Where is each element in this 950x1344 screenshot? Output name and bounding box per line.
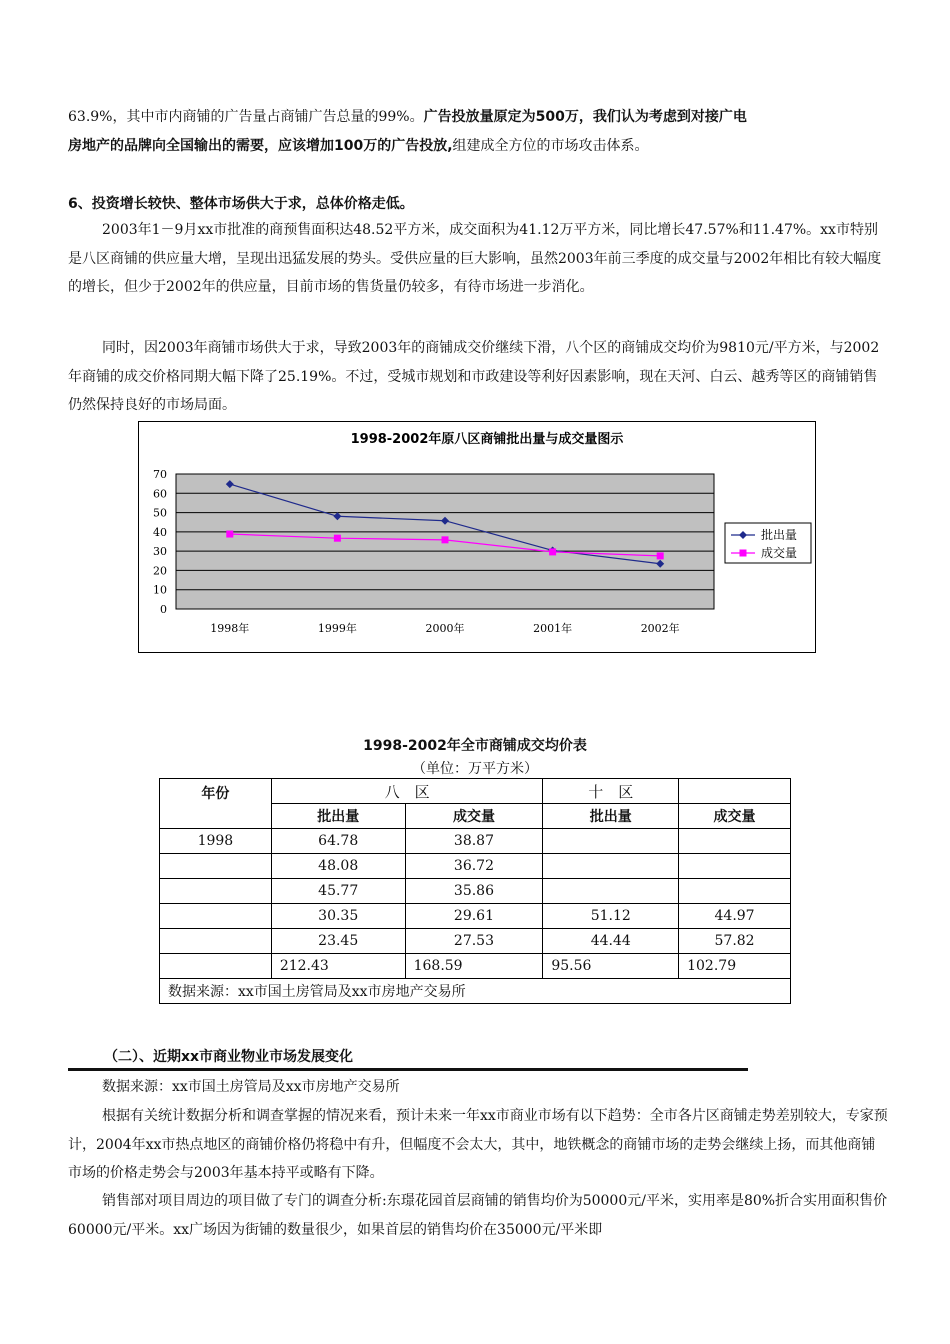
intro-line1-bold: 广告投放量原定为500万，我们认为考虑到对接广电	[423, 109, 747, 125]
group-header-empty	[679, 779, 791, 804]
legend-label: 批出量	[761, 528, 798, 542]
table-cell: 45.77	[271, 879, 405, 904]
year-header: 年份	[160, 779, 272, 829]
x-tick-label: 2001年	[533, 622, 573, 635]
table-cell: 51.12	[543, 904, 679, 929]
table-cell: 27.53	[405, 929, 543, 954]
table-cell	[543, 829, 679, 854]
table-row	[160, 854, 791, 879]
data-point	[442, 536, 449, 543]
table-cell: 64.78	[271, 829, 405, 854]
sub-header: 成交量	[679, 804, 791, 829]
table-row	[160, 929, 791, 954]
table-cell: 36.72	[405, 854, 543, 879]
table-cell	[160, 879, 272, 904]
table-cell	[160, 904, 272, 929]
table-row	[160, 879, 791, 904]
table-row	[160, 829, 791, 854]
section2-para1: 根据有关统计数据分析和调查掌握的情况来看，预计未来一年xx市商业市场有以下趋势：全市各片区商铺走势差别较大，专家预计，2004年xx市热点地区的商铺价格仍将稳中有升，但幅度不会太大，其中，地铁概念的商铺市场的走势会继续上扬，而其他商铺市场的价格走势会与2003年基本持平或略有下降。	[68, 1108, 888, 1181]
intro-line2-bold: 房地产的品牌向全国输出的需要，应该增加100万的广告投放,	[68, 137, 453, 154]
table-cell: 212.43	[271, 954, 405, 979]
table-cell: 57.82	[679, 929, 791, 954]
table-cell	[543, 854, 679, 879]
section6-heading: 6、投资增长较快、整体市场供大于求，总体价格走低。	[68, 196, 414, 212]
table-cell	[160, 929, 272, 954]
table-cell	[679, 879, 791, 904]
y-tick-label: 60	[153, 487, 167, 501]
y-tick-label: 50	[153, 506, 167, 520]
group-header-eight: 八 区	[271, 779, 543, 804]
table-cell	[160, 854, 272, 879]
y-tick-label: 0	[160, 603, 167, 616]
data-point	[226, 531, 233, 538]
table-source: 数据来源：xx市国土房管局及xx市房地产交易所	[160, 979, 791, 1004]
data-point	[657, 552, 664, 559]
table-cell: 44.44	[543, 929, 679, 954]
table-cell	[543, 879, 679, 904]
x-tick-label: 2000年	[425, 622, 465, 635]
table-cell: 44.97	[679, 904, 791, 929]
table-cell: 48.08	[271, 854, 405, 879]
table-cell: 30.35	[271, 904, 405, 929]
section2-para2: 销售部对项目周边的项目做了专门的调查分析:东璟花园首层商铺的销售均价为50000元/平米，实用率是80%折合实用面积售价60000元/平米。xx广场因为街铺的数量很少，如果首层的销售均价在35000元/平米即	[68, 1193, 888, 1238]
legend-label: 成交量	[761, 546, 798, 560]
table-cell	[160, 954, 272, 979]
y-tick-label: 30	[153, 545, 167, 559]
x-tick-label: 2002年	[640, 622, 680, 635]
table-cell: 1998	[160, 829, 272, 854]
table-cell: 95.56	[543, 954, 679, 979]
section2-heading: （二）、近期xx市商业物业市场发展变化	[104, 1049, 354, 1065]
data-point	[334, 535, 341, 542]
table-cell	[679, 854, 791, 879]
table-cell	[679, 829, 791, 854]
y-tick-label: 70	[153, 468, 167, 481]
x-tick-label: 1998年	[210, 622, 250, 635]
table-header-row	[160, 779, 791, 804]
section6-para2: 同时，因2003年商铺市场供大于求，导致2003年的商铺成交价继续下滑，八个区的商铺成交均价为9810元/平方米，与2002年商铺的成交价格同期大幅下降了25.19%。不过，受城市规划和市政建设等利好因素影响，现在天河、白云、越秀等区的商铺销售仍然保持良好的市场局面。	[68, 340, 880, 413]
price-table	[159, 778, 791, 1004]
table-source-row	[160, 979, 791, 1004]
data-point	[549, 548, 556, 555]
y-tick-label: 40	[153, 525, 167, 539]
section6-para1: 2003年1－9月xx市批准的商预售面积达48.52平方米，成交面积为41.12万平方米，同比增长47.57%和11.47%。xx市特别是八区商铺的供应量大增，呈现出迅猛发展的势头。受供应量的巨大影响，虽然2003年前三季度的成交量与2002年相比有较大幅度的增长，但少于2002年的供应量，目前市场的售货量仍较多，有待市场进一步消化。	[68, 222, 882, 295]
table-row	[160, 904, 791, 929]
table-total-row	[160, 954, 791, 979]
sub-header: 批出量	[543, 804, 679, 829]
intro-line1-plain: 63.9%，其中市内商铺的广告量占商铺广告总量的99%。	[68, 109, 424, 125]
intro-line2-plain: 组建成全方位的市场攻击体系。	[452, 137, 649, 154]
chart-svg	[139, 422, 815, 652]
intro-paragraph	[68, 103, 888, 160]
sub-header: 批出量	[271, 804, 405, 829]
chart-title: 1998-2002年原八区商铺批出量与成交量图示	[350, 432, 624, 447]
y-tick-label: 10	[153, 583, 167, 597]
legend-marker	[740, 550, 747, 557]
table-cell: 23.45	[271, 929, 405, 954]
table-cell: 29.61	[405, 904, 543, 929]
table-cell: 168.59	[405, 954, 543, 979]
section-divider	[68, 1068, 748, 1071]
sub-header: 成交量	[405, 804, 543, 829]
group-header-ten: 十 区	[543, 779, 679, 804]
table-cell: 38.87	[405, 829, 543, 854]
table-unit: （单位：万平方米）	[412, 761, 538, 777]
table-cell: 35.86	[405, 879, 543, 904]
y-tick-label: 20	[153, 564, 167, 578]
table-title: 1998-2002年全市商铺成交均价表	[363, 738, 587, 754]
line-chart	[138, 421, 816, 653]
x-tick-label: 1999年	[317, 622, 357, 635]
section2-source: 数据来源：xx市国土房管局及xx市房地产交易所	[102, 1079, 400, 1095]
table-cell: 102.79	[679, 954, 791, 979]
